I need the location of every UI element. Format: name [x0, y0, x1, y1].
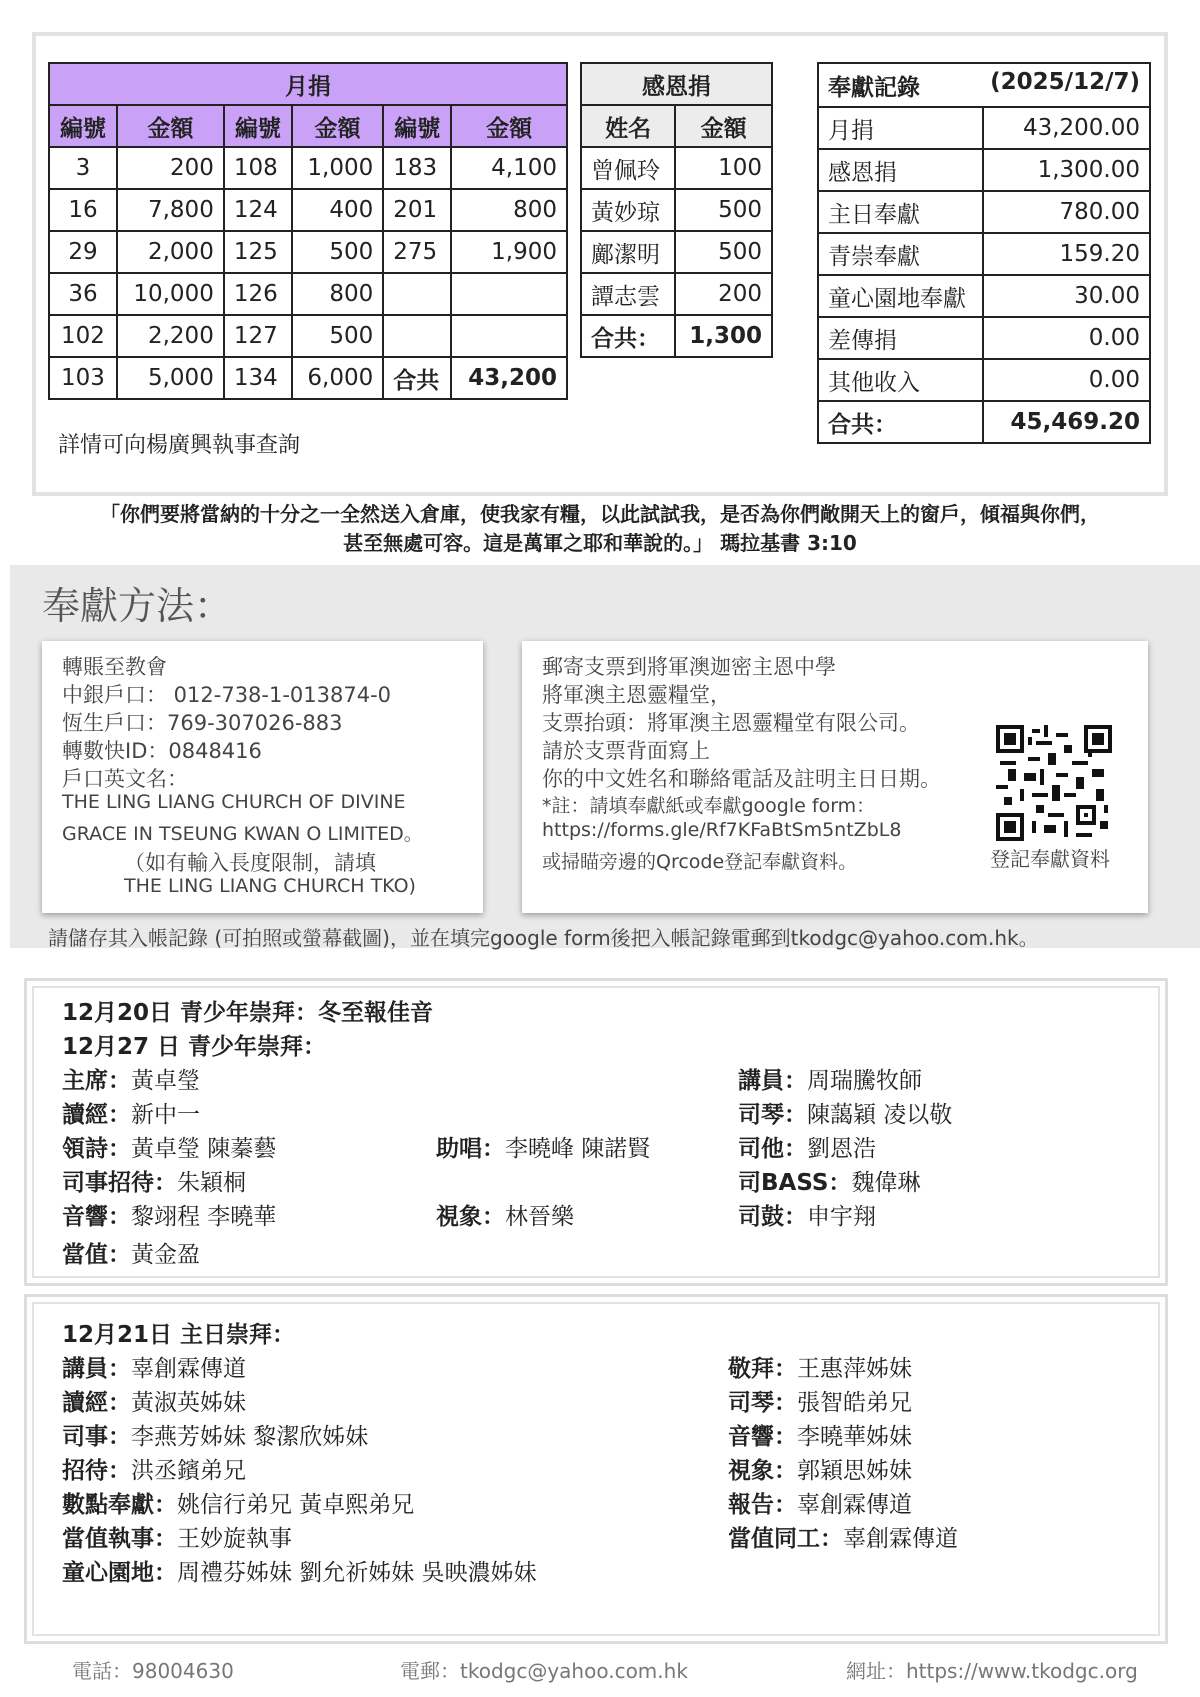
card-line: 或掃瞄旁邊的Qrcode登記奉獻資料。	[542, 851, 858, 873]
thanks-title: 感恩捐	[581, 63, 772, 105]
thanks-total-label: 合共：	[581, 315, 675, 357]
col-header: 姓名	[581, 105, 675, 147]
cell: 譚志雲	[581, 273, 675, 315]
cell: 201	[383, 189, 451, 231]
roster-item: 當值同工：辜創霖傳道	[728, 1526, 958, 1552]
youth-line1: 12月20日 青少年崇拜：冬至報佳音	[62, 1000, 434, 1026]
thanks-total-value: 1,300	[675, 315, 772, 357]
roster-item: 司琴：陳藹穎 凌以敬	[738, 1102, 953, 1128]
table-row	[581, 189, 772, 231]
cell: 6,000	[292, 357, 383, 399]
cell: 曾佩玲	[581, 147, 675, 189]
cell: 差傳捐	[818, 317, 983, 359]
qr-label: 登記奉獻資料	[990, 847, 1110, 871]
cell: 4,100	[451, 147, 567, 189]
bank-transfer-card	[42, 641, 483, 913]
table-row	[49, 315, 567, 357]
table-row	[818, 401, 1150, 443]
cell: 124	[224, 189, 292, 231]
cell: 159.20	[983, 233, 1150, 275]
roster-item: 講員：周瑞騰牧師	[738, 1068, 922, 1094]
roster-item: 童心園地：周禮芬姊妹 劉允祈姊妹 吳映濃姊妹	[62, 1560, 537, 1586]
cell: 100	[675, 147, 772, 189]
cell: 108	[224, 147, 292, 189]
footer-email[interactable]: 電郵：tkodgc@yahoo.com.hk	[400, 1659, 688, 1683]
roster-item: 司他：劉恩浩	[738, 1136, 876, 1162]
table-row	[49, 147, 567, 189]
col-header: 編號	[224, 105, 292, 147]
cell: 月捐	[818, 107, 983, 149]
cell: 1,300.00	[983, 149, 1150, 191]
cell: 800	[451, 189, 567, 231]
cell: 10,000	[117, 273, 224, 315]
roster-item: 領詩：黃卓瑩 陳蓁藝	[62, 1136, 277, 1162]
cell: 102	[49, 315, 117, 357]
card-line: 支票抬頭：將軍澳主恩靈糧堂有限公司。	[542, 711, 920, 735]
cell	[451, 273, 567, 315]
methods-footer-note: 請儲存其入帳記錄 (可拍照或螢幕截圖)，並在填完google form後把入帳記錄電郵到tkodgc@yahoo.com.hk。	[48, 926, 1039, 950]
table-row	[818, 191, 1150, 233]
cell: 29	[49, 231, 117, 273]
cell: 500	[675, 189, 772, 231]
table-row	[49, 357, 567, 399]
roster-item: 報告：辜創霖傳道	[728, 1492, 912, 1518]
monthly-total-label: 合共	[383, 357, 451, 399]
record-date: (2025/12/7)	[990, 68, 1140, 95]
cell: 126	[224, 273, 292, 315]
record-header	[818, 63, 1150, 107]
sunday-title: 12月21日 主日崇拜：	[62, 1322, 296, 1348]
qr-code-icon[interactable]	[996, 725, 1112, 841]
thanksgiving-offering-table	[580, 62, 773, 358]
cell: 2,000	[117, 231, 224, 273]
roster-item: 數點奉獻：姚信行弟兄 黃卓熙弟兄	[62, 1492, 415, 1518]
cell: 7,800	[117, 189, 224, 231]
col-header: 金額	[292, 105, 383, 147]
methods-title: 奉獻方法：	[42, 584, 233, 628]
col-header: 編號	[383, 105, 451, 147]
monthly-title: 月捐	[49, 63, 567, 105]
bible-verse	[40, 500, 1160, 558]
table-row	[818, 317, 1150, 359]
cell: 183	[383, 147, 451, 189]
roster-item: 司事招待：朱穎桐	[62, 1170, 246, 1196]
record-title: 奉獻記錄	[828, 74, 920, 101]
cell: 1,000	[292, 147, 383, 189]
card-line: 將軍澳主恩靈糧堂，	[542, 683, 731, 707]
cell: 3	[49, 147, 117, 189]
footer-website[interactable]: 網址：https://www.tkodgc.org	[846, 1659, 1138, 1683]
table-row	[818, 275, 1150, 317]
card-line: 請於支票背面寫上	[542, 739, 710, 763]
cell: 主日奉獻	[818, 191, 983, 233]
table-row	[581, 147, 772, 189]
cell: 黃妙琼	[581, 189, 675, 231]
cell	[383, 315, 451, 357]
cell: 275	[383, 231, 451, 273]
card-line: THE LING LIANG CHURCH TKO)	[124, 875, 416, 897]
roster-item: 音響：李曉華姊妹	[728, 1424, 912, 1450]
cell: 125	[224, 231, 292, 273]
cell: 500	[292, 315, 383, 357]
cell: 127	[224, 315, 292, 357]
cell: 0.00	[983, 359, 1150, 401]
cell: 2,200	[117, 315, 224, 357]
col-header: 金額	[675, 105, 772, 147]
roster-item: 視象：林晉樂	[436, 1204, 574, 1230]
table-row	[581, 231, 772, 273]
cell: 200	[675, 273, 772, 315]
table-row	[49, 231, 567, 273]
table-row	[581, 273, 772, 315]
footer-phone: 電話：98004630	[72, 1659, 234, 1683]
cell: 500	[675, 231, 772, 273]
card-line: THE LING LIANG CHURCH OF DIVINE	[62, 791, 406, 813]
card-line: 戶口英文名：	[62, 767, 188, 791]
cell	[451, 315, 567, 357]
card-line: 恆生戶口：769-307026-883	[62, 711, 343, 735]
card-line: 轉賬至教會	[62, 655, 167, 679]
cell: 103	[49, 357, 117, 399]
col-header: 金額	[451, 105, 567, 147]
card-line: 中銀戶口： 012-738-1-013874-0	[62, 683, 392, 707]
card-line: 你的中文姓名和聯絡電話及註明主日日期。	[542, 767, 941, 791]
cell: 30.00	[983, 275, 1150, 317]
record-total-value: 45,469.20	[983, 401, 1150, 443]
roster-item: 讀經：黃淑英姊妹	[62, 1390, 246, 1416]
col-header: 金額	[117, 105, 224, 147]
roster-item: 敬拜：王惠萍姊妹	[728, 1356, 912, 1382]
cell: 43,200.00	[983, 107, 1150, 149]
table-row	[818, 233, 1150, 275]
table-row	[818, 107, 1150, 149]
card-line: GRACE IN TSEUNG KWAN O LIMITED。	[62, 823, 423, 845]
table-row	[818, 149, 1150, 191]
cell: 800	[292, 273, 383, 315]
table-row	[818, 359, 1150, 401]
cell: 5,000	[117, 357, 224, 399]
monthly-offering-table	[48, 62, 568, 400]
cell: 500	[292, 231, 383, 273]
roster-item: 司BASS：魏偉琳	[738, 1170, 921, 1196]
table-row	[581, 315, 772, 357]
table-row	[49, 273, 567, 315]
cell: 青崇奉獻	[818, 233, 983, 275]
roster-item: 當值執事：王妙旋執事	[62, 1526, 292, 1552]
cell: 36	[49, 273, 117, 315]
cell: 童心園地奉獻	[818, 275, 983, 317]
roster-item: 視象：郭穎思姊妹	[728, 1458, 912, 1484]
card-line: 轉數快ID：0848416	[62, 739, 262, 763]
cell: 16	[49, 189, 117, 231]
cell	[383, 273, 451, 315]
cell: 0.00	[983, 317, 1150, 359]
verse-line: 甚至無處可容。這是萬軍之耶和華說的。」 瑪拉基書 3:10	[343, 531, 857, 555]
monthly-note: 詳情可向楊廣興執事查詢	[58, 433, 301, 458]
roster-item: 講員：辜創霖傳道	[62, 1356, 246, 1382]
cell: 1,900	[451, 231, 567, 273]
youth-line2: 12月27 日 青少年崇拜：	[62, 1034, 327, 1060]
roster-item: 招待：洪丞鑌弟兄	[62, 1458, 246, 1484]
roster-item: 讀經：新中一	[62, 1102, 200, 1128]
card-line: （如有輸入長度限制，請填	[124, 851, 376, 875]
roster-item: 司鼓：申宇翔	[738, 1204, 876, 1230]
roster-item: 音響：黎翊程 李曉華	[62, 1204, 277, 1230]
card-line: 郵寄支票到將軍澳迦密主恩中學	[542, 655, 836, 679]
offering-record-table	[817, 62, 1151, 444]
cell: 其他收入	[818, 359, 983, 401]
cell: 200	[117, 147, 224, 189]
table-row	[49, 189, 567, 231]
cell: 鄺潔明	[581, 231, 675, 273]
roster-item: 主席：黃卓瑩	[62, 1068, 200, 1094]
cell: 感恩捐	[818, 149, 983, 191]
form-link[interactable]: https://forms.gle/Rf7KFaBtSm5ntZbL8	[542, 819, 902, 841]
record-total-label: 合共：	[818, 401, 983, 443]
roster-item: 司琴：張智皓弟兄	[728, 1390, 912, 1416]
cell: 400	[292, 189, 383, 231]
verse-line: 「你們要將當納的十分之一全然送入倉庫，使我家有糧，以此試試我，是否為你們敞開天上的窗戶，傾福與你們，	[100, 502, 1100, 526]
col-header: 編號	[49, 105, 117, 147]
roster-item: 當值：黃金盈	[62, 1242, 200, 1268]
roster-item: 司事：李燕芳姊妹 黎潔欣姊妹	[62, 1424, 369, 1450]
cell: 780.00	[983, 191, 1150, 233]
monthly-total-value: 43,200	[451, 357, 567, 399]
roster-item: 助唱：李曉峰 陳諾賢	[436, 1136, 651, 1162]
card-line: *註：請填奉獻紙或奉獻google form：	[542, 795, 876, 817]
cell: 134	[224, 357, 292, 399]
